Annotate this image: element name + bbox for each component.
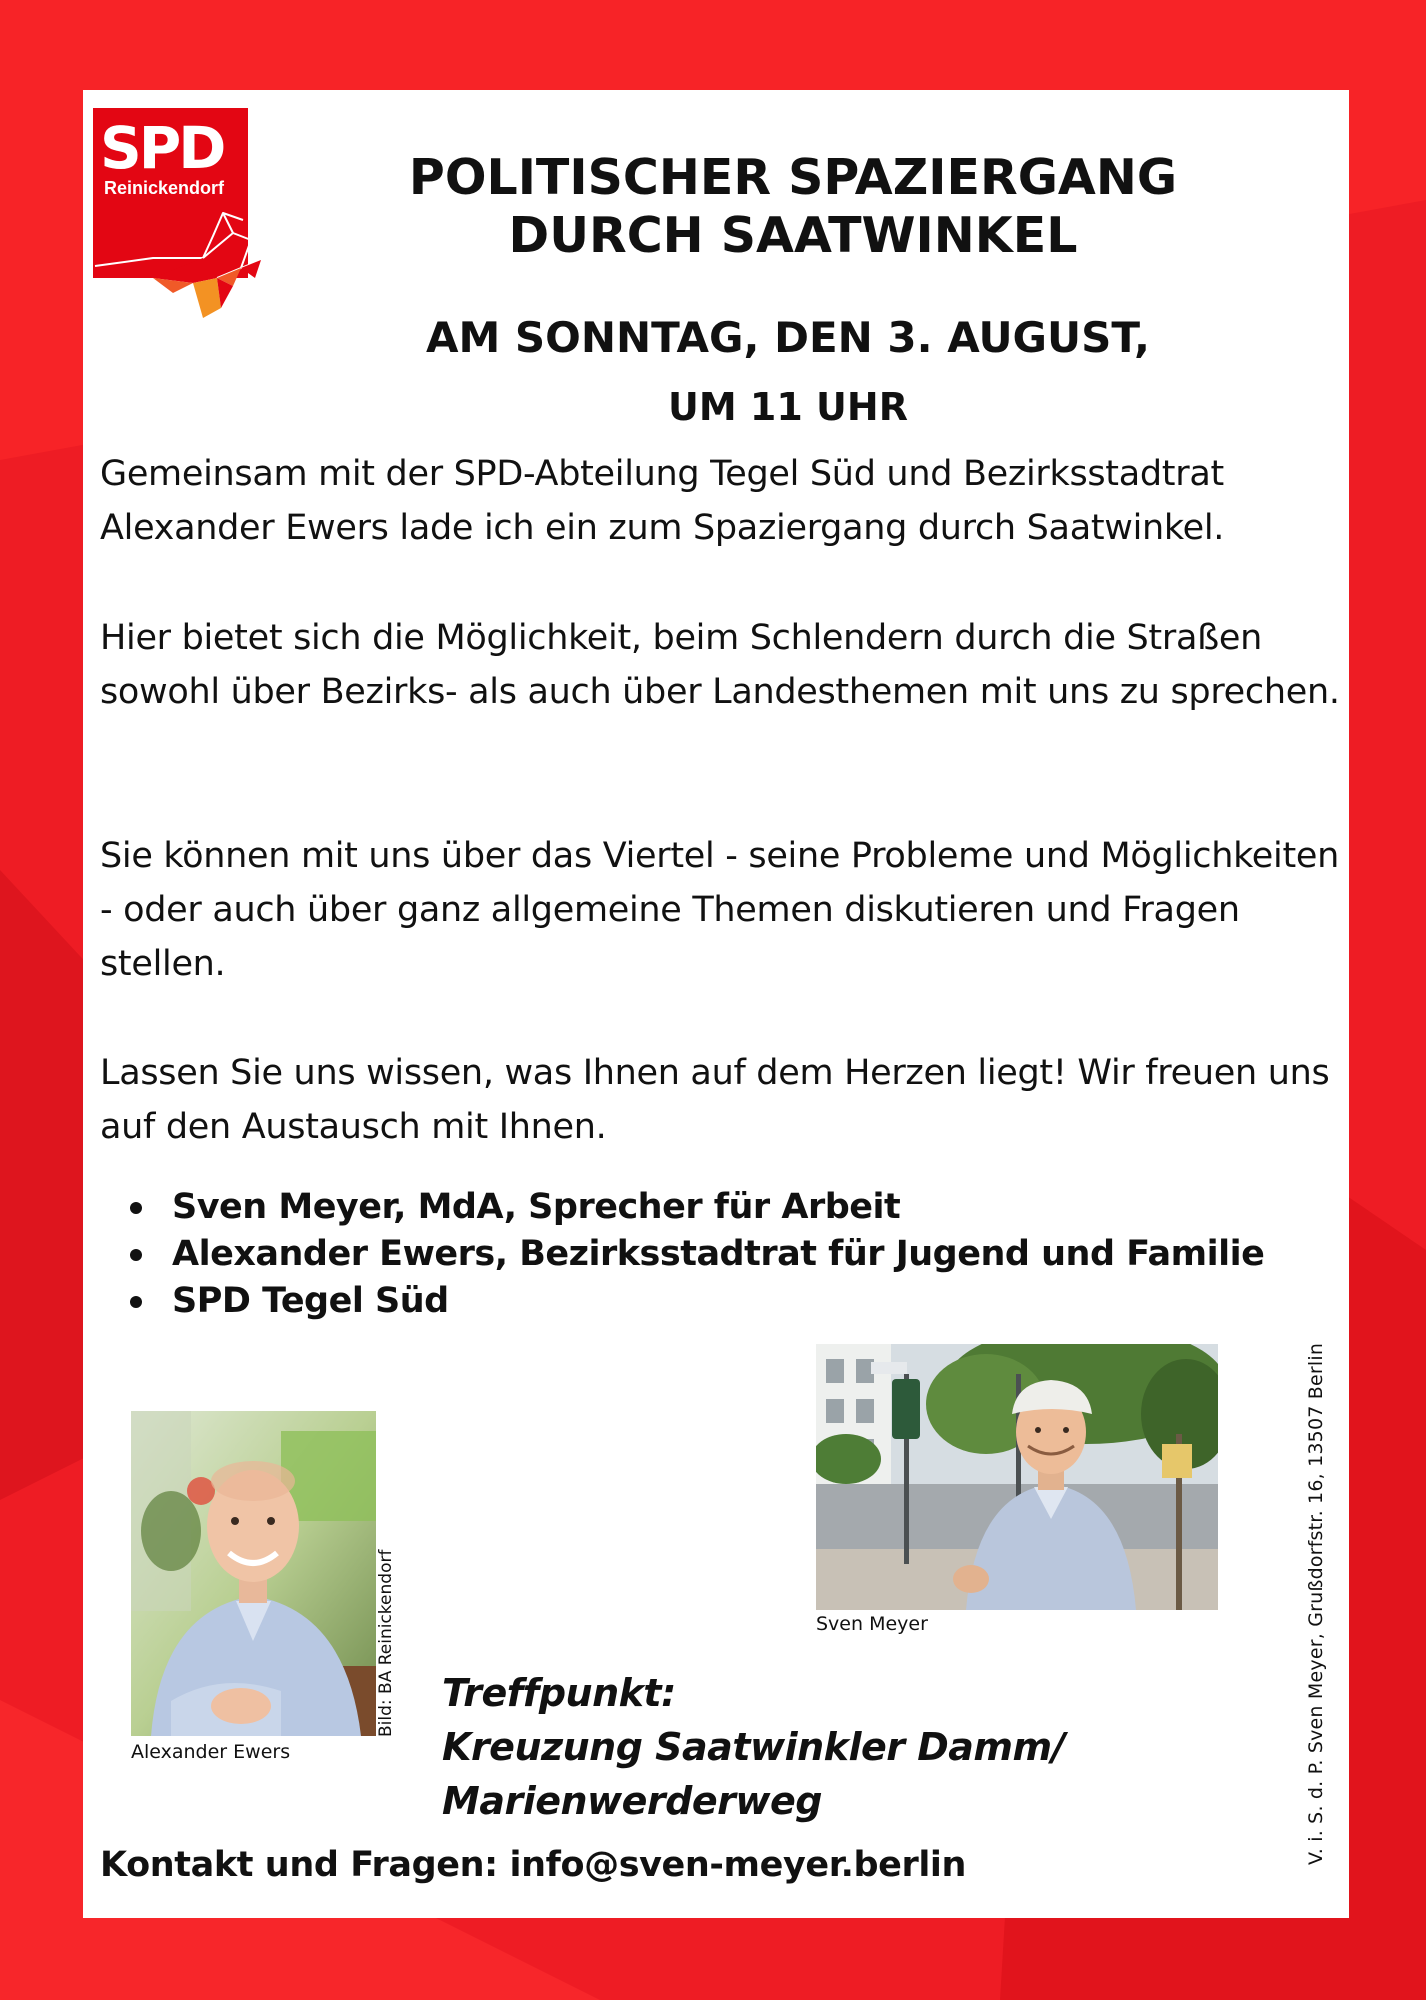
meeting-point-line2: Marienwerderweg: [442, 1779, 822, 1823]
imprint-text: V. i. S. d. P. Sven Meyer, Grußdorfstr. 16, 13507 Berlin: [1305, 1342, 1327, 1865]
intro-paragraph: Gemeinsam mit der SPD-Abteilung Tegel Süd und Bezirksstadtrat Alexander Ewers lade ich ein zum Spaziergang durch Saatwinkel.: [100, 454, 1225, 548]
participants-list: [100, 1184, 1340, 1325]
poster-title-line1: POLITISCHER SPAZIERGANG: [408, 149, 1178, 206]
fox-icon: [93, 108, 265, 320]
list-item: [100, 1231, 1340, 1278]
meeting-point-label: Treffpunkt:: [442, 1671, 676, 1715]
list-item: [100, 1184, 1340, 1231]
bullet-icon: [130, 1296, 142, 1308]
list-item: [100, 1278, 1340, 1325]
topics-paragraph: Sie können mit uns über das Viertel - seine Probleme und Möglichkeiten - oder auch über ganz allgemeine Themen diskutieren und Fragen stellen.: [100, 836, 1340, 984]
participant-name: Alexander Ewers, Bezirksstadtrat für Jugend und Familie: [172, 1234, 1265, 1274]
event-time: UM 11 UHR: [668, 385, 908, 429]
photo-alexander-ewers: [131, 1411, 376, 1736]
event-date: AM SONNTAG, DEN 3. AUGUST,: [425, 313, 1150, 362]
participant-name: SPD Tegel Süd: [172, 1281, 449, 1321]
photo-credit: Bild: BA Reinickendorf: [376, 1549, 396, 1737]
meeting-point-line1: Kreuzung Saatwinkler Damm/: [442, 1725, 1065, 1769]
opportunity-paragraph: Hier bietet sich die Möglichkeit, beim Schlendern durch die Straßen sowohl über Bezirks- als auch über Landesthemen mit uns zu sprechen.: [100, 618, 1340, 712]
photo-sven-meyer: [816, 1344, 1218, 1610]
photo-caption-meyer: Sven Meyer: [816, 1613, 928, 1635]
spd-logo: [93, 108, 265, 320]
closing-paragraph: Lassen Sie uns wissen, was Ihnen auf dem Herzen liegt! Wir freuen uns auf den Austausch mit Ihnen.: [100, 1053, 1330, 1147]
logo-subtext: Reinickendorf: [104, 178, 225, 198]
contact-line: Kontakt und Fragen: info@sven-meyer.berlin: [100, 1845, 967, 1885]
poster-title-line2: DURCH SAATWINKEL: [508, 207, 1078, 264]
photo-caption-ewers: Alexander Ewers: [131, 1741, 291, 1763]
bullet-icon: [130, 1202, 142, 1214]
poster-card: [83, 90, 1349, 1918]
bullet-icon: [130, 1249, 142, 1261]
logo-wordmark: SPD: [100, 114, 224, 182]
participant-name: Sven Meyer, MdA, Sprecher für Arbeit: [172, 1187, 901, 1227]
